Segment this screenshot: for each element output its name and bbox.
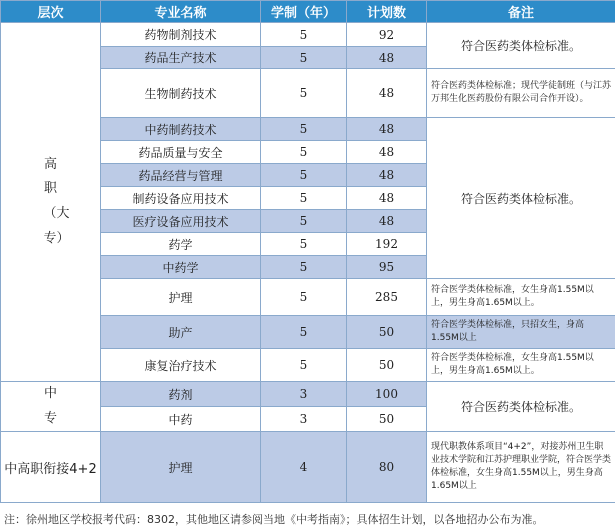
table-row (1, 382, 615, 407)
years-cell: 5 (261, 256, 347, 279)
remark-cell: 符合医药类体检标准。 (427, 382, 615, 432)
header-major: 专业名称 (101, 1, 261, 23)
remark-cell: 符合医药类体检标准。 (427, 23, 615, 69)
header-quota: 计划数 (347, 1, 427, 23)
years-cell: 5 (261, 349, 347, 382)
remark-cell: 符合医药类体检标准。 (427, 118, 615, 279)
major-cell: 医疗设备应用技术 (101, 210, 261, 233)
major-cell: 中药制药技术 (101, 118, 261, 141)
years-cell: 5 (261, 164, 347, 187)
years-cell: 5 (261, 47, 347, 69)
major-cell: 中药学 (101, 256, 261, 279)
level-gaozhi: 高职（大专） (43, 156, 70, 246)
years-cell: 5 (261, 279, 347, 316)
quota-cell: 92 (347, 23, 427, 47)
quota-cell: 48 (347, 164, 427, 187)
years-cell: 5 (261, 187, 347, 210)
quota-cell: 80 (347, 432, 427, 503)
remark-cell: 符合医学类体检标准，女生身高1.55M以上，男生身高1.65M以上。 (427, 279, 615, 316)
years-cell: 5 (261, 69, 347, 118)
major-cell: 药品经营与管理 (101, 164, 261, 187)
major-cell: 药学 (101, 233, 261, 256)
header-row (1, 1, 615, 23)
years-cell: 5 (261, 23, 347, 47)
years-cell: 3 (261, 407, 347, 432)
footnote: 注：徐州地区学校报考代码：8302，其他地区请参阅当地《中考指南》；具体招生计划，以各地招办公布为准。 (4, 513, 544, 526)
quota-cell: 50 (347, 407, 427, 432)
quota-cell: 100 (347, 382, 427, 407)
years-cell: 5 (261, 316, 347, 349)
major-cell: 护理 (101, 432, 261, 503)
major-cell: 中药 (101, 407, 261, 432)
major-cell: 药物制剂技术 (101, 23, 261, 47)
major-cell: 药剂 (101, 382, 261, 407)
quota-cell: 48 (347, 69, 427, 118)
years-cell: 5 (261, 141, 347, 164)
years-cell: 5 (261, 210, 347, 233)
remark-cell: 符合医学类体检标准，只招女生，身高1.55M以上 (427, 316, 615, 349)
table-row (1, 432, 615, 503)
major-cell: 制药设备应用技术 (101, 187, 261, 210)
quota-cell: 48 (347, 210, 427, 233)
header-level: 层次 (1, 1, 101, 23)
quota-cell: 48 (347, 47, 427, 69)
major-cell: 药品生产技术 (101, 47, 261, 69)
level-zhongzhuan: 中专 (43, 386, 57, 426)
years-cell: 5 (261, 118, 347, 141)
level-zhongzhuan-cell (1, 382, 101, 432)
major-cell: 护理 (101, 279, 261, 316)
header-years: 学制（年） (261, 1, 347, 23)
quota-cell: 285 (347, 279, 427, 316)
quota-cell: 48 (347, 187, 427, 210)
table-row (1, 23, 615, 47)
remark-cell: 符合医学类体检标准，女生身高1.55M以上，男生身高1.65M以上。 (427, 349, 615, 382)
quota-cell: 48 (347, 141, 427, 164)
major-cell: 生物制药技术 (101, 69, 261, 118)
major-cell: 康复治疗技术 (101, 349, 261, 382)
years-cell: 3 (261, 382, 347, 407)
remark-cell: 符合医药类体检标准；现代学徒制班（与江苏万邦生化医药股份有限公司合作开设）。 (427, 69, 615, 118)
remark-cell: 现代职教体系项目“4+2”，对接苏州卫生职业技术学院和江苏护理职业学院，符合医学类体检标准，女生身高1.55M以上，男生身高1.65M以上 (427, 432, 615, 503)
level-gaozhi-cell (1, 23, 101, 382)
years-cell: 4 (261, 432, 347, 503)
quota-cell: 50 (347, 349, 427, 382)
quota-cell: 95 (347, 256, 427, 279)
major-cell: 助产 (101, 316, 261, 349)
level-zhonggao: 中高职衔接4+2 (1, 432, 101, 503)
quota-cell: 48 (347, 118, 427, 141)
major-cell: 药品质量与安全 (101, 141, 261, 164)
years-cell: 5 (261, 233, 347, 256)
quota-cell: 50 (347, 316, 427, 349)
quota-cell: 192 (347, 233, 427, 256)
header-remarks: 备注 (427, 1, 615, 23)
